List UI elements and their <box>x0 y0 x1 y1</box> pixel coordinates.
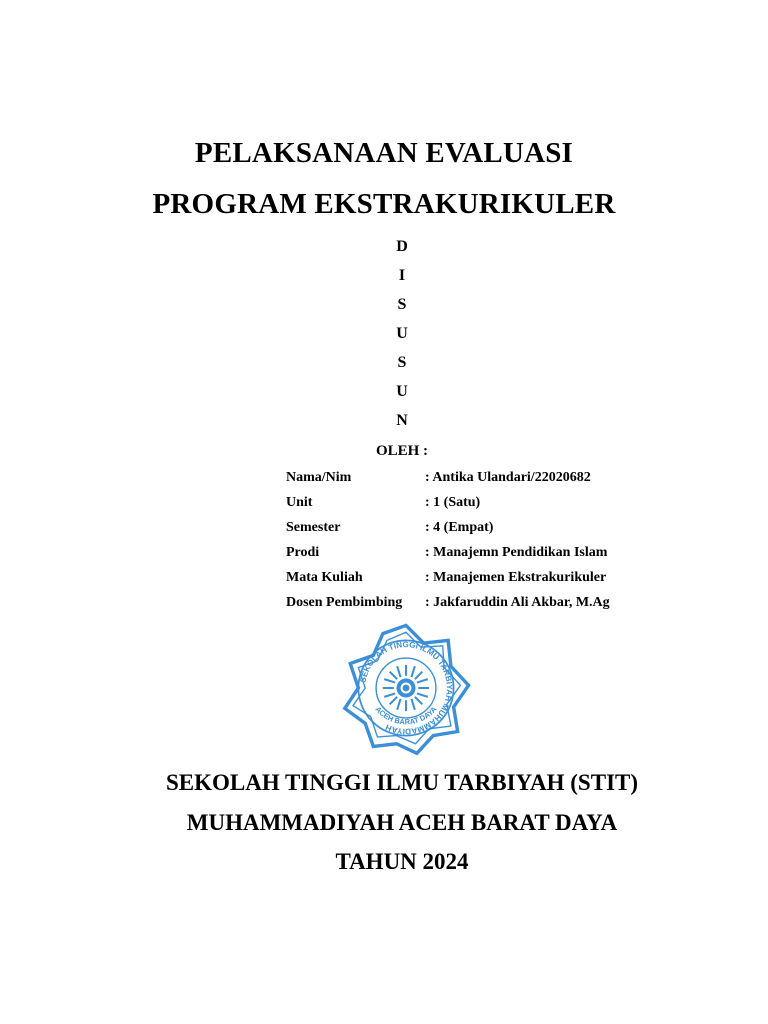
document-year: TAHUN 2024 <box>335 849 469 874</box>
info-value: : Manajemn Pendidikan Islam <box>425 545 608 560</box>
info-row-nama <box>286 468 610 493</box>
institution-name-line-1: SEKOLAH TINGGI ILMU TARBIYAH (STIT) <box>165 770 639 795</box>
info-value: : Jakfaruddin Ali Akbar, M.Ag <box>425 595 610 610</box>
info-value: : Antika Ulandari/22020682 <box>425 470 591 485</box>
disusun-letter: U <box>396 325 408 342</box>
info-row-prodi <box>286 543 610 568</box>
oleh-label: OLEH : <box>375 443 429 459</box>
info-label: Mata Kuliah <box>286 570 363 585</box>
svg-text:SEKOLAH TINGGI ILMU TARBIYAH M: SEKOLAH TINGGI ILMU TARBIYAH MUHAMMADIYAH <box>358 640 454 736</box>
disusun-letter: N <box>396 412 408 429</box>
info-value: : 4 (Empat) <box>425 520 494 535</box>
disusun-letter: S <box>397 296 407 313</box>
info-row-mata-kuliah <box>286 568 610 593</box>
author-info-table <box>286 468 610 618</box>
svg-text:ACEH BARAT DAYA: ACEH BARAT DAYA <box>373 704 439 727</box>
document-title-line-1: PELAKSANAAN EVALUASI <box>194 137 574 169</box>
document-title-line-2: PROGRAM EKSTRAKURIKULER <box>152 188 616 220</box>
disusun-letter: S <box>397 354 407 371</box>
disusun-vertical-text <box>0 236 768 439</box>
info-label: Dosen Pembimbing <box>286 595 403 610</box>
disusun-letter: D <box>396 238 408 255</box>
info-label: Prodi <box>286 545 320 560</box>
disusun-letter: I <box>398 267 406 284</box>
stit-muhammadiyah-seal-icon <box>338 620 474 756</box>
info-value: : Manajemen Ekstrakurikuler <box>425 570 607 585</box>
info-row-unit <box>286 493 610 518</box>
info-label: Unit <box>286 495 313 510</box>
disusun-letter: U <box>396 383 408 400</box>
info-label: Semester <box>286 520 341 535</box>
info-row-semester <box>286 518 610 543</box>
info-row-dosen <box>286 593 610 618</box>
info-value: : 1 (Satu) <box>425 495 481 510</box>
institution-name-line-2: MUHAMMADIYAH ACEH BARAT DAYA <box>186 810 618 835</box>
info-label: Nama/Nim <box>286 470 352 485</box>
